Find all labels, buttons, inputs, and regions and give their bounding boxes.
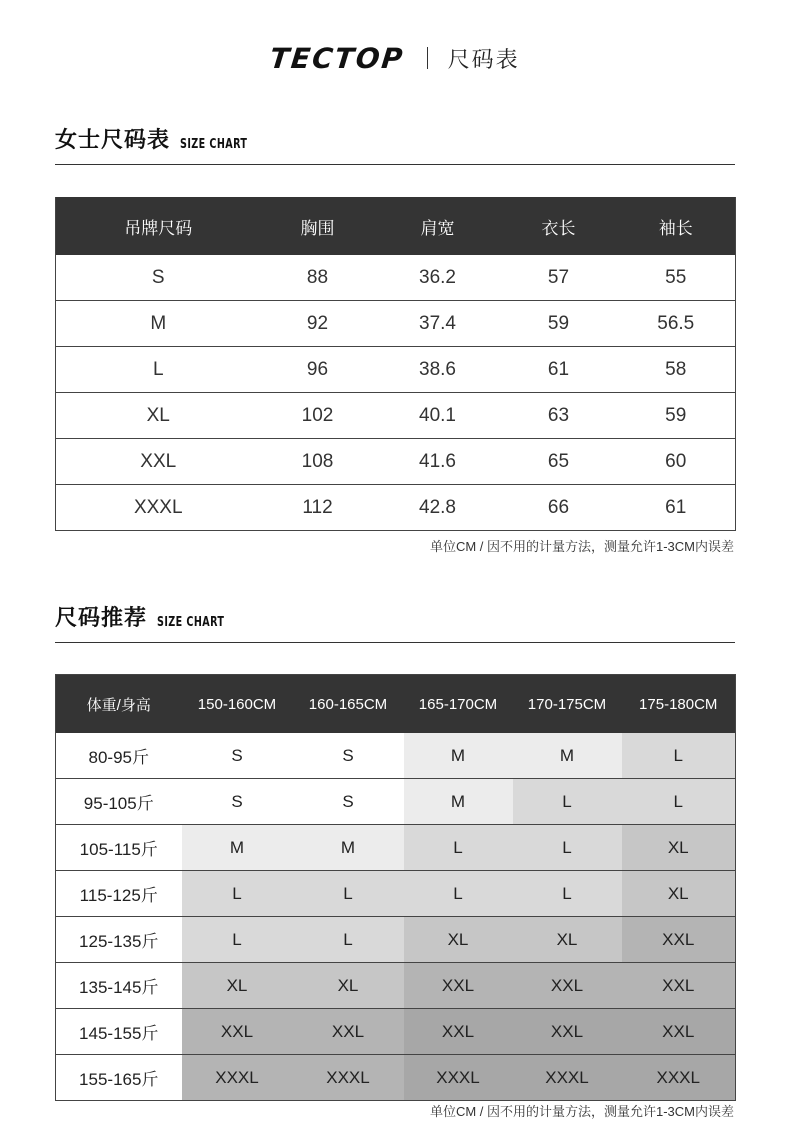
brand-header	[0, 40, 790, 76]
table-cell: 66	[501, 485, 617, 531]
row-header: 135-145斤	[56, 963, 182, 1009]
table-cell: L	[56, 347, 261, 393]
measurement-note-bottom: 单位CM / 因不用的计量方法，测量允许1-3CM内误差	[429, 1104, 734, 1119]
table-row	[56, 439, 736, 485]
table-cell: M	[182, 825, 293, 871]
column-header: 150-160CM	[182, 675, 293, 734]
table-cell: XXL	[622, 1009, 736, 1055]
brand-divider	[427, 47, 428, 69]
recommend-section-title: 尺码推荐	[55, 605, 148, 630]
table-cell: M	[293, 825, 404, 871]
table-row	[56, 1009, 736, 1055]
womens-section-title: 女士尺码表	[55, 127, 171, 152]
column-header: 胸围	[261, 197, 375, 255]
table-cell: L	[513, 871, 622, 917]
table-cell: L	[404, 825, 513, 871]
table-cell: S	[293, 733, 404, 779]
table-cell: L	[513, 825, 622, 871]
column-header: 衣长	[501, 197, 617, 255]
table-row	[56, 255, 736, 301]
table-cell: XXXL	[182, 1055, 293, 1101]
table-cell: 63	[501, 393, 617, 439]
table-cell: M	[513, 733, 622, 779]
table-row	[56, 485, 736, 531]
table-row	[56, 779, 736, 825]
column-header: 肩宽	[375, 197, 501, 255]
row-header: 125-135斤	[56, 917, 182, 963]
recommend-section-header	[55, 596, 735, 643]
table-cell: XXXL	[622, 1055, 736, 1101]
table-cell: XXXL	[293, 1055, 404, 1101]
table-cell: XL	[513, 917, 622, 963]
table-cell: L	[622, 733, 736, 779]
table-cell: 92	[261, 301, 375, 347]
table-cell: 60	[617, 439, 736, 485]
row-header: 80-95斤	[56, 733, 182, 779]
table-row	[56, 347, 736, 393]
table-cell: 96	[261, 347, 375, 393]
page-title: 尺码表	[447, 46, 520, 72]
column-header: 袖长	[617, 197, 736, 255]
table-cell: XXL	[56, 439, 261, 485]
table-cell: L	[404, 871, 513, 917]
measurement-note: 单位CM / 因不用的计量方法，测量允许1-3CM内误差	[429, 539, 734, 554]
womens-size-table	[55, 197, 736, 531]
table-cell: L	[293, 871, 404, 917]
row-header: 155-165斤	[56, 1055, 182, 1101]
table-cell: L	[513, 779, 622, 825]
column-header: 吊牌尺码	[56, 197, 261, 255]
table-cell: XL	[56, 393, 261, 439]
womens-section-header	[55, 118, 735, 165]
table-cell: M	[56, 301, 261, 347]
row-header: 115-125斤	[56, 871, 182, 917]
table-cell: XXL	[404, 963, 513, 1009]
table-cell: S	[293, 779, 404, 825]
table-header-row	[56, 197, 736, 255]
table-cell: XXL	[622, 917, 736, 963]
table-cell: S	[182, 733, 293, 779]
table-cell: 40.1	[375, 393, 501, 439]
womens-section-subtitle: SIZE CHART	[180, 137, 248, 152]
table-cell: XXL	[182, 1009, 293, 1055]
table-cell: XXL	[404, 1009, 513, 1055]
row-header: 105-115斤	[56, 825, 182, 871]
table-cell: 42.8	[375, 485, 501, 531]
table-cell: XL	[622, 871, 736, 917]
column-header: 体重/身高	[56, 675, 182, 734]
table-cell: XXL	[513, 1009, 622, 1055]
table-row	[56, 301, 736, 347]
table-cell: XXL	[513, 963, 622, 1009]
table-cell: 59	[617, 393, 736, 439]
column-header: 165-170CM	[404, 675, 513, 734]
row-header: 95-105斤	[56, 779, 182, 825]
table-cell: 61	[617, 485, 736, 531]
table-cell: 61	[501, 347, 617, 393]
table-cell: XXXL	[56, 485, 261, 531]
table-cell: L	[622, 779, 736, 825]
table-cell: XL	[182, 963, 293, 1009]
column-header: 175-180CM	[622, 675, 736, 734]
table-cell: 57	[501, 255, 617, 301]
table-row	[56, 393, 736, 439]
table-cell: M	[404, 733, 513, 779]
table-cell: XXXL	[513, 1055, 622, 1101]
table-cell: XL	[293, 963, 404, 1009]
table-row	[56, 733, 736, 779]
table-cell: L	[293, 917, 404, 963]
table-cell: 56.5	[617, 301, 736, 347]
table-cell: 112	[261, 485, 375, 531]
table-cell: XL	[622, 825, 736, 871]
table-cell: XXXL	[404, 1055, 513, 1101]
table-cell: L	[182, 871, 293, 917]
table-cell: 88	[261, 255, 375, 301]
table-cell: 36.2	[375, 255, 501, 301]
table-cell: XXL	[622, 963, 736, 1009]
table-cell: 37.4	[375, 301, 501, 347]
row-header: 145-155斤	[56, 1009, 182, 1055]
table-cell: 108	[261, 439, 375, 485]
table-row	[56, 963, 736, 1009]
table-cell: 38.6	[375, 347, 501, 393]
table-cell: M	[404, 779, 513, 825]
table-row	[56, 871, 736, 917]
column-header: 170-175CM	[513, 675, 622, 734]
table-header-row	[56, 675, 736, 734]
table-cell: S	[182, 779, 293, 825]
table-row	[56, 917, 736, 963]
column-header: 160-165CM	[293, 675, 404, 734]
table-cell: XL	[404, 917, 513, 963]
table-cell: S	[56, 255, 261, 301]
recommend-section-subtitle: SIZE CHART	[157, 615, 225, 630]
table-cell: 59	[501, 301, 617, 347]
table-cell: 65	[501, 439, 617, 485]
table-row	[56, 825, 736, 871]
table-cell: 41.6	[375, 439, 501, 485]
table-cell: L	[182, 917, 293, 963]
size-recommendation-table	[55, 674, 736, 1101]
table-cell: XXL	[293, 1009, 404, 1055]
table-cell: 102	[261, 393, 375, 439]
table-cell: 55	[617, 255, 736, 301]
table-row	[56, 1055, 736, 1101]
brand-logo: TECTOP	[268, 41, 407, 75]
table-cell: 58	[617, 347, 736, 393]
